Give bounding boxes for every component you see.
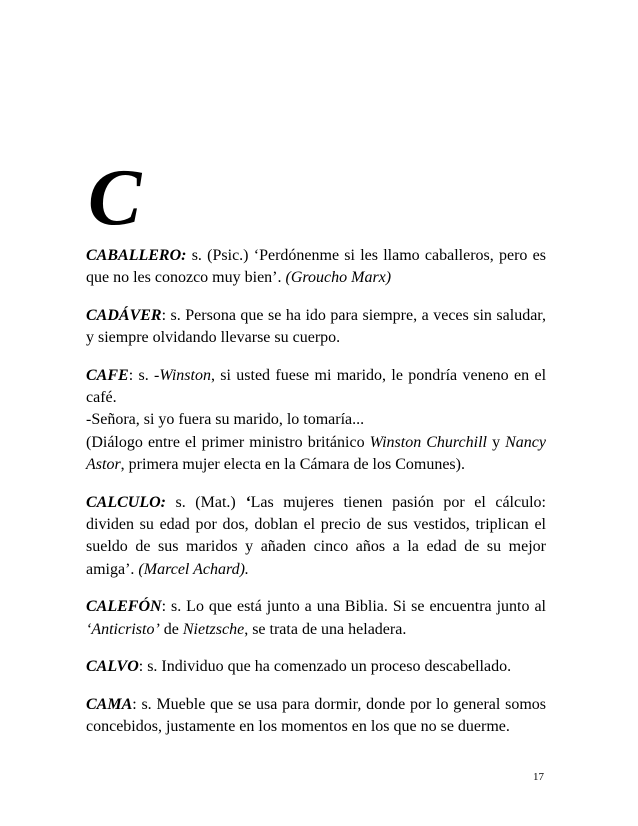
definition-text: : s. Mueble que se usa para dormir, donde por lo general somos concebidos, justamente en los momentos en los que no se duerme. — [86, 695, 546, 735]
entry-cama — [86, 694, 546, 739]
headword: CALCULO: — [86, 493, 166, 511]
headword: CALEFÓN — [86, 598, 162, 616]
person-name: Winston Churchill — [369, 433, 487, 451]
definition-text: s. (Psic.) ‘Perdónenme si les llamo caballeros, pero es que no les conozco muy bien’. — [86, 247, 546, 287]
headword: CALVO — [86, 658, 139, 676]
entry-calefon — [86, 596, 546, 641]
dictionary-entries — [86, 245, 546, 753]
entry-calvo — [86, 656, 546, 678]
work-title: ‘Anticristo’ — [86, 620, 160, 638]
headword: CADÁVER — [86, 306, 162, 324]
quote-mark: ‘ — [245, 493, 251, 511]
entry-caballero — [86, 245, 546, 290]
person-name: Nietzsche — [182, 620, 245, 638]
entry-cafe — [86, 365, 546, 477]
dialogue-line: -Señora, si yo fuera su marido, lo tomaría... — [86, 411, 365, 429]
definition-text: de — [159, 620, 183, 638]
section-letter: C — [88, 154, 142, 242]
headword: CABALLERO: — [86, 247, 187, 264]
person-name: Nancy Astor — [86, 433, 546, 474]
definition-text: : s. Lo que está junto a una Biblia. Si se encuentra junto al — [161, 598, 546, 616]
person-name: Winston — [159, 366, 211, 384]
definition-text: , si usted fuese mi marido, le pondría veneno en el café. — [86, 366, 547, 407]
definition-text: y — [487, 433, 506, 451]
page-number: 17 — [533, 771, 544, 783]
headword: CAFE — [86, 366, 129, 384]
quote-author: (Groucho Marx) — [285, 269, 392, 287]
entry-calculo — [86, 492, 546, 582]
definition-text: : s. - — [128, 366, 160, 384]
definition-text: (Diálogo entre el primer ministro británico — [86, 433, 370, 451]
entry-cadaver — [86, 305, 546, 350]
definition-text: s. (Mat.) — [166, 493, 246, 511]
definition-text: Las mujeres tienen pasión por el cálculo: dividen su edad por dos, doblan el precio de sus vestidos, triplican el sueldo de sus maridos y añaden cinco años a la edad de su mejor amiga’. — [86, 493, 546, 578]
definition-text: , primera mujer electa en la Cámara de los Comunes). — [120, 456, 465, 474]
definition-text: , se trata de una heladera. — [244, 620, 407, 638]
quote-author: (Marcel Achard). — [138, 560, 249, 578]
headword: CAMA — [86, 695, 133, 713]
definition-text: : s. Individuo que ha comenzado un proceso descabellado. — [138, 658, 512, 676]
definition-text: : s. Persona que se ha ido para siempre, a veces sin saludar, y siempre olvidando llevarse su cuerpo. — [86, 306, 546, 347]
